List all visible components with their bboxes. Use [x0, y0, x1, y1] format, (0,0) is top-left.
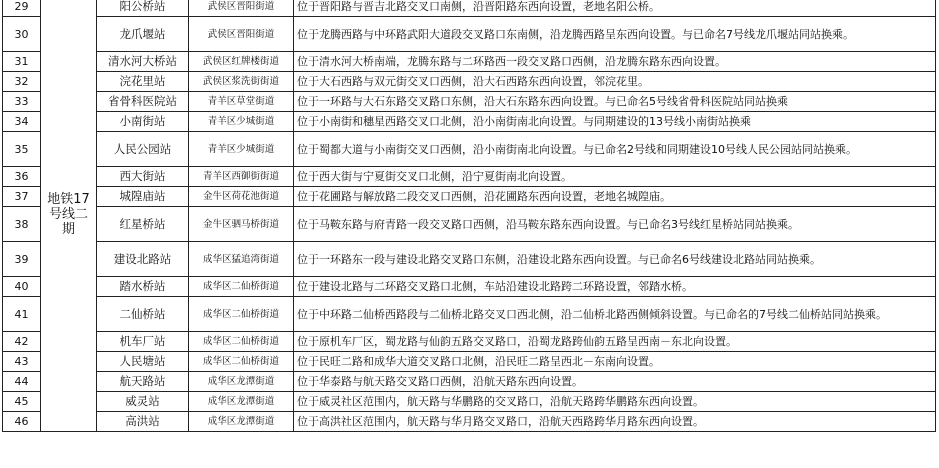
district-name: 成华区猛追湾街道: [189, 242, 294, 277]
row-number: 30: [3, 17, 41, 52]
row-number: 36: [3, 167, 41, 187]
table-row: [3, 297, 936, 332]
row-number: 43: [3, 352, 41, 372]
row-number: 46: [3, 412, 41, 432]
station-name: 建设北路站: [97, 242, 189, 277]
station-name: 阳公桥站: [97, 0, 189, 17]
table-row: [3, 412, 936, 432]
table-row: [3, 167, 936, 187]
row-number: 31: [3, 52, 41, 72]
station-name: 西大街站: [97, 167, 189, 187]
station-name: 人民公园站: [97, 132, 189, 167]
district-name: 青羊区草堂街道: [189, 92, 294, 112]
station-name: 航天路站: [97, 372, 189, 392]
district-name: 武侯区红牌楼街道: [189, 52, 294, 72]
station-name: 清水河大桥站: [97, 52, 189, 72]
station-name: 机车厂站: [97, 332, 189, 352]
station-name: 龙爪堰站: [97, 17, 189, 52]
row-number: 41: [3, 297, 41, 332]
station-name: 踏水桥站: [97, 277, 189, 297]
table-row: [3, 17, 936, 52]
district-name: 武侯区晋阳街道: [189, 17, 294, 52]
station-description: 位于花圃路与解放路二段交叉口西侧，沿花圃路东西向设置，老地名城隍庙。: [294, 187, 936, 207]
station-description: 位于一环路东一段与建设北路交叉路口东侧，沿建设北路东西向设置。与已命名6号线建设北路站同站换乘。: [294, 242, 936, 277]
table-row: [3, 207, 936, 242]
station-description: 位于晋阳路与晋吉北路交叉口南侧，沿晋阳路东西向设置，老地名阳公桥。: [294, 0, 936, 17]
table-row: [3, 112, 936, 132]
station-name: 人民塘站: [97, 352, 189, 372]
district-name: 青羊区少城街道: [189, 132, 294, 167]
table-row: [3, 187, 936, 207]
station-name: 红星桥站: [97, 207, 189, 242]
table-row: [3, 0, 936, 17]
table-row: [3, 92, 936, 112]
table-row: [3, 132, 936, 167]
station-description: 位于大石西路与双元街交叉口西侧，沿大石西路东西向设置，邻浣花里。: [294, 72, 936, 92]
row-number: 29: [3, 0, 41, 17]
table-row: [3, 72, 936, 92]
station-description: 位于高洪社区范围内，航天路与华月路交叉路口，沿航天西路跨华月路东西向设置。: [294, 412, 936, 432]
station-description: 位于龙腾西路与中环路武阳大道段交叉路口东南侧，沿龙腾西路呈东西向设置。与已命名7号线龙爪堰站同站换乘。: [294, 17, 936, 52]
row-number: 32: [3, 72, 41, 92]
district-name: 成华区二仙桥街道: [189, 352, 294, 372]
district-name: 青羊区西御街街道: [189, 167, 294, 187]
row-number: 38: [3, 207, 41, 242]
row-number: 42: [3, 332, 41, 352]
station-name: 二仙桥站: [97, 297, 189, 332]
table-row: [3, 332, 936, 352]
station-table: [2, 0, 936, 432]
row-number: 44: [3, 372, 41, 392]
district-name: 青羊区少城街道: [189, 112, 294, 132]
station-description: 位于中环路二仙桥西路段与二仙桥北路交叉口西北侧，沿二仙桥北路西侧倾斜设置。与已命名的7号线二仙桥站同站换乘。: [294, 297, 936, 332]
table-row: [3, 52, 936, 72]
district-name: 金牛区荷花池街道: [189, 187, 294, 207]
table-row: [3, 277, 936, 297]
district-name: 武侯区晋阳街道: [189, 0, 294, 17]
station-description: 位于建设北路与二环路交叉路口北侧，车站沿建设北路跨二环路设置，邻踏水桥。: [294, 277, 936, 297]
table-row: [3, 392, 936, 412]
district-name: 金牛区驷马桥街道: [189, 207, 294, 242]
station-description: 位于清水河大桥南端，龙腾东路与二环路西一段交叉路口西侧，沿龙腾东路东西向设置。: [294, 52, 936, 72]
station-name: 威灵站: [97, 392, 189, 412]
row-number: 37: [3, 187, 41, 207]
row-number: 39: [3, 242, 41, 277]
table-row: [3, 242, 936, 277]
station-description: 位于原机车厂区，蜀龙路与仙韵五路交叉路口，沿蜀龙路跨仙韵五路呈西南－东北向设置。: [294, 332, 936, 352]
station-name: 城隍庙站: [97, 187, 189, 207]
district-name: 武侯区浆洗街街道: [189, 72, 294, 92]
row-number: 35: [3, 132, 41, 167]
station-description: 位于华泰路与航天路交叉路口西侧，沿航天路东西向设置。: [294, 372, 936, 392]
station-description: 位于小南街和穗星西路交叉口北侧，沿小南街南北向设置。与同期建设的13号线小南街站换乘: [294, 112, 936, 132]
station-description: 位于西大街与宁夏街交叉口北侧，沿宁夏街南北向设置。: [294, 167, 936, 187]
table-row: [3, 372, 936, 392]
station-name: 小南街站: [97, 112, 189, 132]
district-name: 成华区二仙桥街道: [189, 277, 294, 297]
district-name: 成华区龙潭街道: [189, 392, 294, 412]
station-description: 位于一环路与大石东路交叉路口东侧，沿大石东路东西向设置。与已命名5号线省骨科医院站同站换乘: [294, 92, 936, 112]
line-name-cell: 地铁17号线二期: [41, 0, 97, 432]
row-number: 45: [3, 392, 41, 412]
row-number: 34: [3, 112, 41, 132]
station-name: 高洪站: [97, 412, 189, 432]
station-description: 位于威灵社区范围内，航天路与华鹏路的交叉路口，沿航天路跨华鹏路东西向设置。: [294, 392, 936, 412]
table-row: [3, 352, 936, 372]
station-description: 位于马鞍东路与府青路一段交叉路口西侧，沿马鞍东路东西向设置。与已命名3号线红星桥站同站换乘。: [294, 207, 936, 242]
district-name: 成华区龙潭街道: [189, 412, 294, 432]
station-name: 浣花里站: [97, 72, 189, 92]
district-name: 成华区二仙桥街道: [189, 332, 294, 352]
district-name: 成华区二仙桥街道: [189, 297, 294, 332]
station-description: 位于蜀都大道与小南街交叉口西侧，沿小南街南北向设置。与已命名2号线和同期建设10号线人民公园站同站换乘。: [294, 132, 936, 167]
station-name: 省骨科医院站: [97, 92, 189, 112]
row-number: 40: [3, 277, 41, 297]
row-number: 33: [3, 92, 41, 112]
district-name: 成华区龙潭街道: [189, 372, 294, 392]
station-description: 位于民旺二路和成华大道交叉路口北侧，沿民旺二路呈西北－东南向设置。: [294, 352, 936, 372]
